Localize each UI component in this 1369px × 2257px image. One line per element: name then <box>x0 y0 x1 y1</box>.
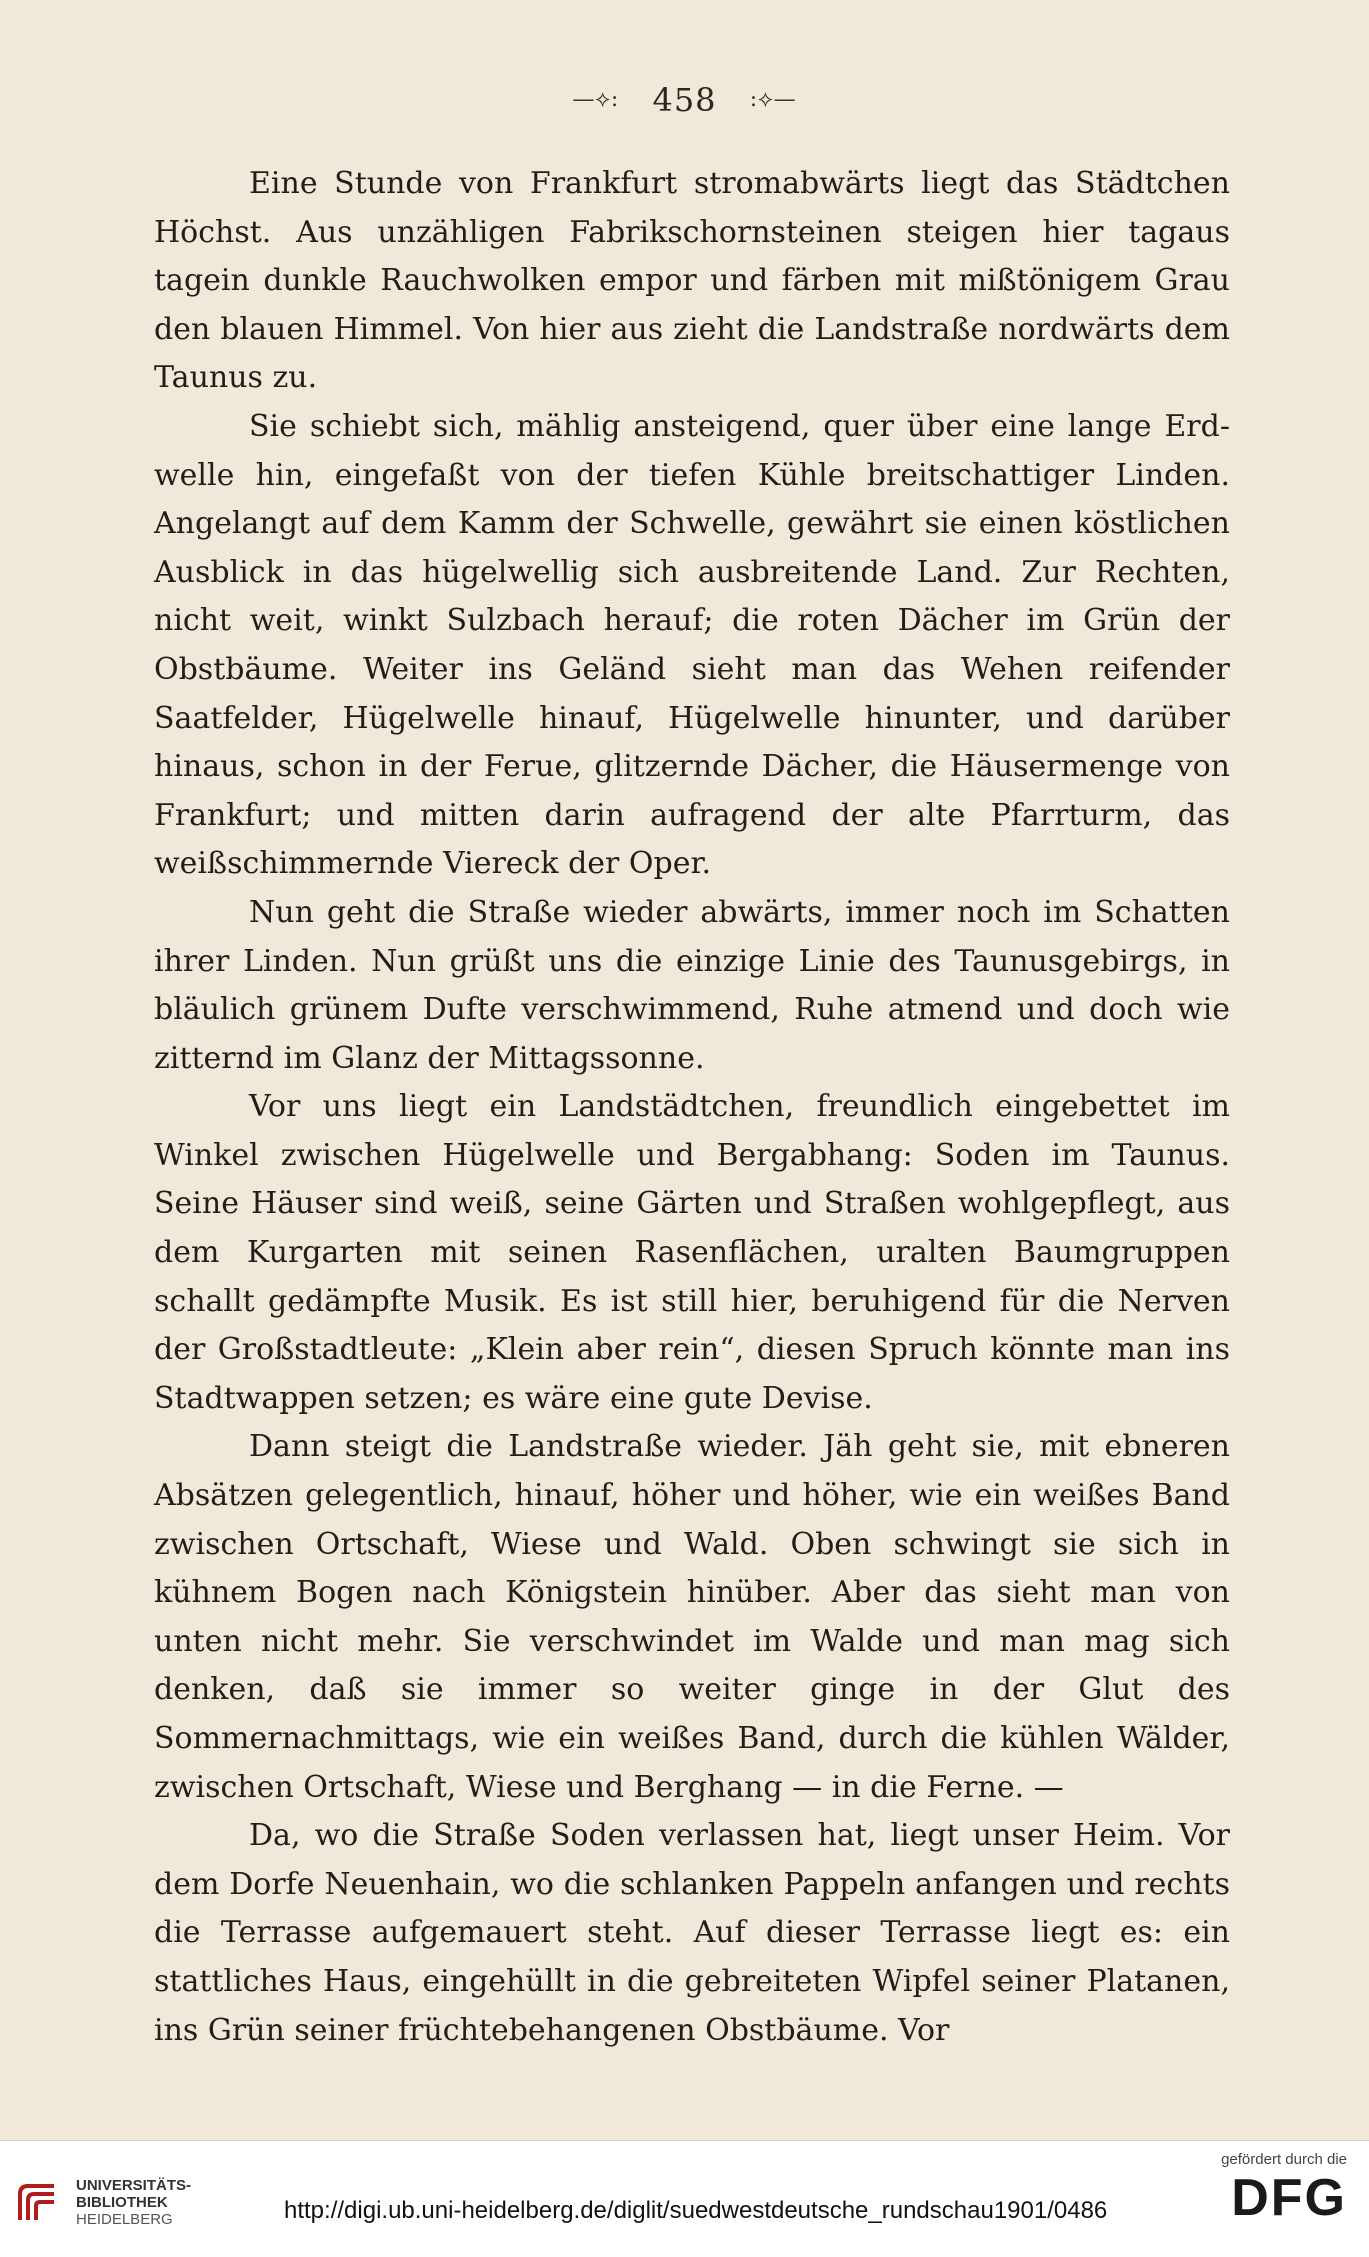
logo-line-1: UNIVERSITÄTS- <box>76 2177 192 2194</box>
dfg-logo: DFG <box>1231 2169 1347 2227</box>
ornament-right: :⟡— <box>749 87 797 112</box>
paragraph-4: Vor uns liegt ein Landstädtchen, freundlich eingebettet im Winkel zwischen Hügelwelle und Bergabhang: Soden im Taunus. Seine Häuser sind weiß, seine Gärten und Straßen wohlgepflegt, aus dem Kurgarten mit seinen Rasenflächen, uralten Baumgruppen schallt gedämpfte Musik. Es ist still hier, beruhigend für die Nerven der Großstadtleute: „Klein aber rein“, diesen Spruch könnte man ins Stadtwappen setzen; es wäre eine gute Devise. <box>154 1089 1230 1416</box>
permalink-url[interactable]: http://digi.ub.uni-heidelberg.de/diglit/suedwestdeutsche_rundschau1901/0486 <box>284 2197 1108 2224</box>
library-logo[interactable] <box>14 2177 191 2228</box>
paragraph-6: Da, wo die Straße Soden verlassen hat, liegt unser Heim. Vor dem Dorfe Neuenhain, wo die schlanken Pappeln anfangen und rechts die Terrasse aufgemauert steht. Auf dieser Terrasse liegt es: ein stattliches Haus, eingehüllt in die gebreiteten Wipfel seiner Platanen, ins Grün seiner früchtebehangenen Obstbäume. Vor <box>154 1818 1230 2048</box>
ornament-left: —⟡: <box>572 87 620 112</box>
sponsor-block[interactable] <box>1221 2151 1347 2227</box>
library-logo-text <box>76 2177 191 2228</box>
body-text <box>154 160 1230 2055</box>
library-logo-icon <box>14 2180 60 2226</box>
logo-line-3: HEIDELBERG <box>76 2211 173 2228</box>
sponsor-caption: gefördert durch die <box>1221 2151 1347 2168</box>
paragraph-2: Sie schiebt sich, mählig ansteigend, quer über eine lange Erdwelle hin, eingefaßt von der tiefen Kühle breitschattiger Linden. Angelangt auf dem Kamm der Schwelle, gewährt sie einen köstlichen Ausblick in das hügelwellig sich ausbreitende Land. Zur Rechten, nicht weit, winkt Sulzbach herauf; die roten Dächer im Grün der Obstbäume. Weiter ins Geländ sieht man das Wehen reifender Saatfelder, Hügelwelle hinauf, Hügelwelle hinunter, und darüber hinaus, schon in der Ferue, glitzernde Dächer, die Häusermenge von Frankfurt; und mitten darin aufragend der alte Pfarrturm, das weißschimmernde Viereck der Oper. <box>154 408 1230 882</box>
page-header <box>0 78 1369 119</box>
paragraph-5: Dann steigt die Landstraße wieder. Jäh geht sie, mit ebneren Absätzen gelegentlich, hinauf, höher und höher, wie ein weißes Band zwischen Ortschaft, Wiese und Wald. Oben schwingt sie sich in kühnem Bogen nach Königstein hinüber. Aber das sieht man von unten nicht mehr. Sie verschwindet im Walde und man mag sich denken, daß sie immer so weiter ginge in der Glut des Sommernachmittags, wie ein weißes Band, durch die kühlen Wälder, zwischen Ortschaft, Wiese und Berghang — in die Ferne. — <box>154 1429 1230 1805</box>
footer-bar <box>0 2140 1369 2257</box>
paragraph-1: Eine Stunde von Frankfurt stromabwärts liegt das Städtchen Höchst. Aus unzähligen Fabrikschornsteinen steigen hier tagaus tagein dunkle Rauchwolken empor und färben mit mißtönigem Grau den blauen Himmel. Von hier aus zieht die Landstraße nordwärts dem Taunus zu. <box>154 166 1230 396</box>
logo-line-2: BIBLIOTHEK <box>76 2194 168 2211</box>
page-number: 458 <box>652 80 717 119</box>
paragraph-3: Nun geht die Straße wieder abwärts, immer noch im Schatten ihrer Linden. Nun grüßt uns die einzige Linie des Taunusgebirgs, in bläulich grünem Dufte verschwimmend, Ruhe atmend und doch wie zitternd im Glanz der Mittagssonne. <box>154 894 1230 1076</box>
